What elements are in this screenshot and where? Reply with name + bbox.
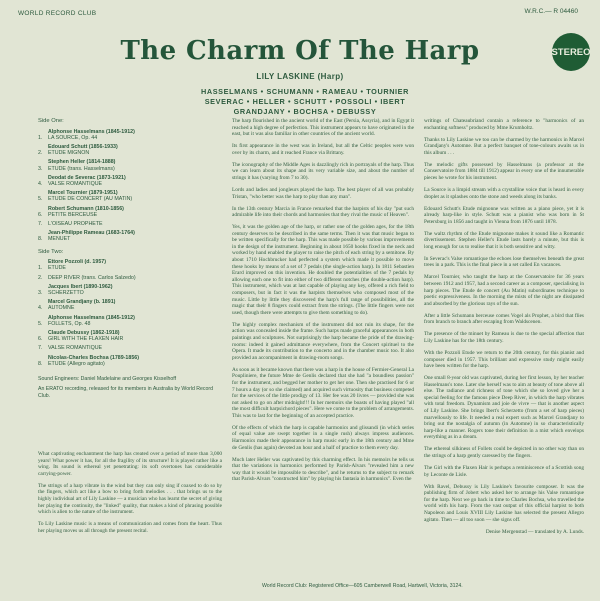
track-row	[38, 135, 222, 141]
history-paragraph: The highly complex mechanism of the instrument did not ruin its shape, for the action was concealed inside the frame. Such harps made graceful appearances in both paintings and sculptures. Not surprisingly the harp became the pride of the drawing-rooms: indeed it gained admittance everywhere, from the Concert spirituel to the Opera. It made its contribution to the concerto and in the chamber music too. It also provided an accompaniment in drawing-room songs.	[232, 321, 414, 361]
track-composer: Marcel Grandjany (b. 1891)	[48, 299, 116, 306]
track-number: 3.	[38, 290, 43, 297]
history-paragraph: In the 13th century Marcia in France remarked that the harpists of his day "put such admirable life into their chords and harmonies that they rival the music of Heaven".	[232, 205, 414, 219]
catalog-number: W.R.C.— R 04460	[524, 8, 578, 15]
track-title: ETUDE (trans. Hasselmans)	[48, 165, 115, 172]
track-composer: Jean-Philippe Rameau (1683-1764)	[48, 230, 135, 237]
track-title: ETUDE MIGNON	[48, 150, 90, 157]
track-title: L'OISEAU PROPHETE	[48, 221, 103, 228]
performer-credit: LILY LASKINE (Harp)	[256, 72, 344, 81]
column-history	[232, 118, 414, 488]
notes-paragraph: writings of Chateaubriand contain a reference to "harmonics of an enchanting softness" produced by Mme Krumholtz.	[424, 118, 584, 131]
side-one-tracklist	[38, 129, 222, 243]
notes-paragraph: The melodic gifts possessed by Hasselmans (a professor at the Conservatoire from 1884 till 1912) appear in every one of the innumerable pieces he wrote for his instrument.	[424, 161, 584, 181]
track-composer: Ettore Pozzoli (d. 1957)	[48, 259, 106, 266]
notes-paragraph: Edouard Schutt's Etude mignonne was written as a piano piece, yet it is already harp-like in style. Schutt was a pianist who was born in St Petersburg in 1856 and taught in Vienna from 1876 until 1878.	[424, 205, 584, 225]
album-title: The Charm Of The Harp	[120, 36, 480, 66]
track-title: LA SOURCE, Op. 44	[48, 134, 98, 141]
side-one-label: Side One:	[38, 118, 64, 124]
side-two-tracklist	[38, 259, 222, 367]
track-number: 6.	[38, 211, 43, 218]
track-row	[38, 290, 222, 296]
composers-line-1: HASSELMANS • SCHUMANN • RAMEAU • TOURNIER	[200, 87, 410, 96]
track-row	[38, 345, 222, 351]
history-paragraph: Much later Heller was captivated by this charming effect. In his memoirs he tells us that the variations in harmonics performed by Parish-Alvars "revealed him a new way that it would be impossible to describe", and he returns to the subject to remark that Parish-Alvars "constructed him" by playing his fantasia in harmonics". Even the	[232, 456, 414, 483]
track-row	[38, 305, 222, 311]
notes-paragraph: With Ravel, Debussy is Lily Laskine's favourite composer. It was the publishing firm of Jobert who asked her to arrange his Valse romantique for the harp. Next we go back in time to Charles Bochsa, who travelled the world with his harp. From the vast output of this official harpist to both Napoleon and Louis XVIII Lily Laskine has selected the present Allegro agitato. Then — all too soon — she signs off.	[424, 483, 584, 523]
track-title: FOLLETS, Op. 48	[48, 320, 91, 327]
notes-paragraph: In Severac's Valse romantique the echoes lose themselves beneath the great trees in a park. This is the final piece in a set called En vacances.	[424, 255, 584, 269]
track-row	[38, 275, 222, 281]
track-title: VALSE ROMANTIQUE	[48, 345, 103, 352]
track-title: AUTOMNE	[48, 305, 75, 312]
track-title: ETUDE (Allegro agitato)	[48, 360, 105, 367]
notes-paragraph: One small 8-year old was captivated, during her first lesson, by her teacher Hasselmans's tone. Later she herself was to aim at beauty of tone above all else. The radiance and richness of tone which she so loved give her a special feeling for the famous piece Deep River, in which the harp vibrates with total freedom. Dynamism and joie de vivre — that is another aspect of Lily Laskine. She brings Ibert's Scherzetto (from a set of harp pieces) marvellously to life. It needed a real expert such as Marcel Grandjany to bring out the nostalgia of autumn (in Automne) in so characteristically harp-like a manner. Rogers tone their definition in a mist which envelops everything as in a dream.	[424, 375, 584, 441]
history-paragraph: The iconography of the Middle Ages is dazzlingly rich in portrayals of the harp. Thus we can learn about its shape and its very variable size, and about the number of strings it has (varying from 7 to 30).	[232, 161, 414, 181]
track-number: 7.	[38, 221, 43, 228]
track-number: 5.	[38, 196, 43, 203]
column-notes	[424, 118, 584, 541]
track-row	[38, 321, 222, 327]
track-composer: Alphonse Hasselmans (1845-1912)	[48, 314, 135, 321]
track-number: 4.	[38, 305, 43, 312]
track-title: ETUDE DE CONCERT (AU MATIN)	[48, 196, 133, 203]
intro-paragraph: The strings of a harp vibrate in the wind but they can only sing if coaxed to do so by the fingers, which act like a bow to bring forth melodies . . . that brings us to the highly individual art of Lily Laskine — a musician who has learnt the secret of giving her playing the continuity, the "linked" quality, that makes a kind of phrasing possible which is alien to the nature of the instrument.	[38, 482, 222, 516]
track-number: 2.	[38, 274, 43, 281]
track-composer: Deodat de Severac (1873-1921)	[48, 174, 126, 181]
track-composer: Jacques Ibert (1890-1962)	[48, 283, 113, 290]
track-number: 8.	[38, 236, 43, 243]
notes-paragraph: The presence of the minuet by Rameau is due to the special affection that Lily Laskine has for the 18th century.	[424, 331, 584, 344]
intro-paragraph: What captivating enchantment the harp has created over a period of more than 3,000 years! What power it has, for all the fragility of its structure! It is played rather like a wing. Its sound is ethereal yet penetrating: its soft overtones has considerable carrying-power.	[38, 451, 222, 477]
track-composer: Marcel Tournier (1879-1951)	[48, 190, 118, 197]
track-row	[38, 361, 222, 367]
track-number: 2.	[38, 150, 43, 157]
history-paragraph: As soon as it became known that there was a harp in the house of Fermier-General La Poupliniere, the future Mme de Genlis declared that she had "a boundless passion" for the instrument, and begged her mother to get her one. Then she practised for 6 or 7 hours a day (or so she claimed) and acquired such virtuosity that business competed for the services of the little prodigy of 13. Her fee was 20 livres — provided she was not asked to go on after midnight!!! In her memoirs she boasts of having played "all the most difficult harpsichord pieces". Here we come to the problem of arrangements. This was to last for the beginning of an accepted practice.	[232, 366, 414, 419]
track-number: 1.	[38, 134, 43, 141]
history-paragraph: The harp flourished in the ancient world of the East (Persia, Assyria), and in Egypt it reached a high degree of perfection. This instrument appears to have originated in the east, but it was also familiar in other countries of the ancient world.	[232, 118, 414, 138]
track-number: 6.	[38, 336, 43, 343]
track-row	[38, 265, 222, 271]
column-intro	[38, 451, 222, 540]
track-composer: Stephen Heller (1814-1888)	[48, 159, 116, 166]
track-composer: Edouard Schutt (1856-1933)	[48, 144, 118, 150]
track-composer: Robert Schumann (1810-1856)	[48, 205, 124, 212]
column-tracklist	[38, 118, 222, 403]
notes-paragraph: La Source is a limpid stream with a crystalline voice that is heard in every droplet as it splashes onto the stone and weeds along its banks.	[424, 186, 584, 200]
track-composer: Nicolas-Charles Bochsa (1789-1856)	[48, 354, 139, 361]
notes-paragraph: Thanks to Lily Laskine we too can be charmed by the harmonics in Marcel Grandjany's Automne. But a perfect banquet of tone-colours awaits us in this album . . .	[424, 136, 584, 156]
club-label: WORLD RECORD CLUB	[18, 10, 97, 17]
track-title: VALSE ROMANTIQUE	[48, 181, 103, 188]
history-paragraph: Its first appearance in the west was in Ireland, but all the Celtic peoples were won over by its charm, and it reached France via Brittany.	[232, 143, 414, 156]
sound-engineers-credit: Sound Engineers: Daniel Madelaine and Georges Kisselhoff	[38, 376, 177, 383]
notes-paragraph: The ethereal silkiness of Follets could be depicted in no other way than on the strings of a harp gently caressed by the fingers.	[424, 446, 584, 460]
track-number: 4.	[38, 181, 43, 188]
track-row	[38, 212, 222, 218]
footer-address: World Record Club: Registered Office—605 Camberwell Road, Hartwell, Victoria, 3124.	[262, 583, 463, 589]
track-row	[38, 196, 222, 202]
track-title: MENUET	[48, 236, 71, 243]
track-title: PETITE BERCEUSE	[48, 211, 98, 218]
track-number: 3.	[38, 165, 43, 172]
track-title: ETUDE	[48, 265, 66, 272]
track-number: 1.	[38, 265, 43, 272]
track-number: 5.	[38, 320, 43, 327]
stereo-badge: STEREO	[552, 33, 590, 71]
track-number: 7.	[38, 345, 43, 352]
track-title: DEEP RIVER (trans. Carlos Salzedo)	[48, 274, 136, 281]
track-row	[38, 221, 222, 227]
track-composer: Alphonse Hasselmans (1845-1912)	[48, 128, 135, 135]
track-number: 8.	[38, 360, 43, 367]
track-title: SCHERZETTO	[48, 290, 84, 297]
track-row	[38, 181, 222, 187]
track-composer: Claude Debussy (1862-1918)	[48, 330, 120, 337]
track-row	[38, 150, 222, 156]
side-two-label: Side Two:	[38, 248, 64, 255]
history-paragraph: Yes, it was the golden age of the harp, or rather one of the golden ages, for the 18th century deserves to be described in the same terms. Then it was that music began to be written specifically for the harp. This was made possible by various improvements in the design of the instrument. Beginning in about 1650 hooks fixed in the neck and worked by hand enabled the player to raise the pitch of each string by a semitone. By about 1710 Hochbrucker had perfected a system which made it possible to move these hooks by means of a set of 7 pedals (the single-action harp). In 1811 Sebastien Erard improved on this invention. He doubled the potentialities of the 7 pedals by allowing each one to fit into either of two different notches (the double-action harp). This instrument, which was at last capable of playing any key, offered a rich field to composers, but in fact it was the harpists themselves who composed most of the music. Little by little they discovered the harp's full range of possibilities, all the magic that their 8 fingers could extract from the strings. (The little fingers were not used, though there were attempts to give them something to do).	[232, 224, 414, 316]
track-row	[38, 336, 222, 342]
intro-paragraph: To Lily Laskine music is a means of communication and comes from the heart. Thus her playing moves us all through the present recital.	[38, 521, 222, 534]
notes-paragraph: Marcel Tournier, who taught the harp at the Conservatoire for 36 years between 1912 and 1957, had a second career as a composer, specialising in harp pieces. The Etude de concert (Au Matin) subordinates technique to poetic expressiveness. In the morning the mists of the night are dissipated and absorbed by the glorious rays of the sun.	[424, 274, 584, 307]
composers-line-2: SEVERAC • HELLER • SCHUTT • POSSOLI • IBERT	[204, 97, 406, 106]
erato-credit: An ERATO recording, released for its members in Australia by World Record Club.	[38, 386, 214, 399]
track-row	[38, 236, 222, 242]
track-row	[38, 166, 222, 172]
track-title: GIRL WITH THE FLAXEN HAIR	[48, 336, 124, 343]
notes-paragraph: With the Pozzoli Etude we return to the 20th century, for this pianist and composer died in 1957. This brilliant and expressive study might easily have been written for the harp.	[424, 349, 584, 370]
composers-line-3: GRANDJANY • BOCHSA • DEBUSSY	[233, 107, 377, 116]
notes-paragraph: The waltz rhythm of the Etude mignonne makes it sound like a Romantic divertissement. Stephen Heller's Etude lasts barely a minute, but this is long enough for us to realise that it is both sensitive and witty.	[424, 230, 584, 250]
history-paragraph: Lords and ladies and jongleurs played the harp. The best player of all was probably Tristan, "who better was the harp to play than any man".	[232, 186, 414, 200]
notes-paragraph: After a little Schumann berceuse comes Vogel als Prophet, a bird that flies from branch to branch after escaping from Waldscenen.	[424, 312, 584, 326]
notes-paragraph: The Girl with the Flaxen Hair is perhaps a reminiscence of a Scottish song by Leconte de Lisle.	[424, 465, 584, 478]
history-paragraph: Of the effects of which the harp is capable harmonics and glissandi (in which series of equal value are swept together in a single rush) always impress audiences. Harmonics made their appearance in harp music early in the 18th century and Mme de Genlis (has again) devoted an hour and a half of practice to them every day.	[232, 424, 414, 451]
translation-credit: Denise Mergenstad — translated by A. Lunds.	[485, 528, 584, 535]
